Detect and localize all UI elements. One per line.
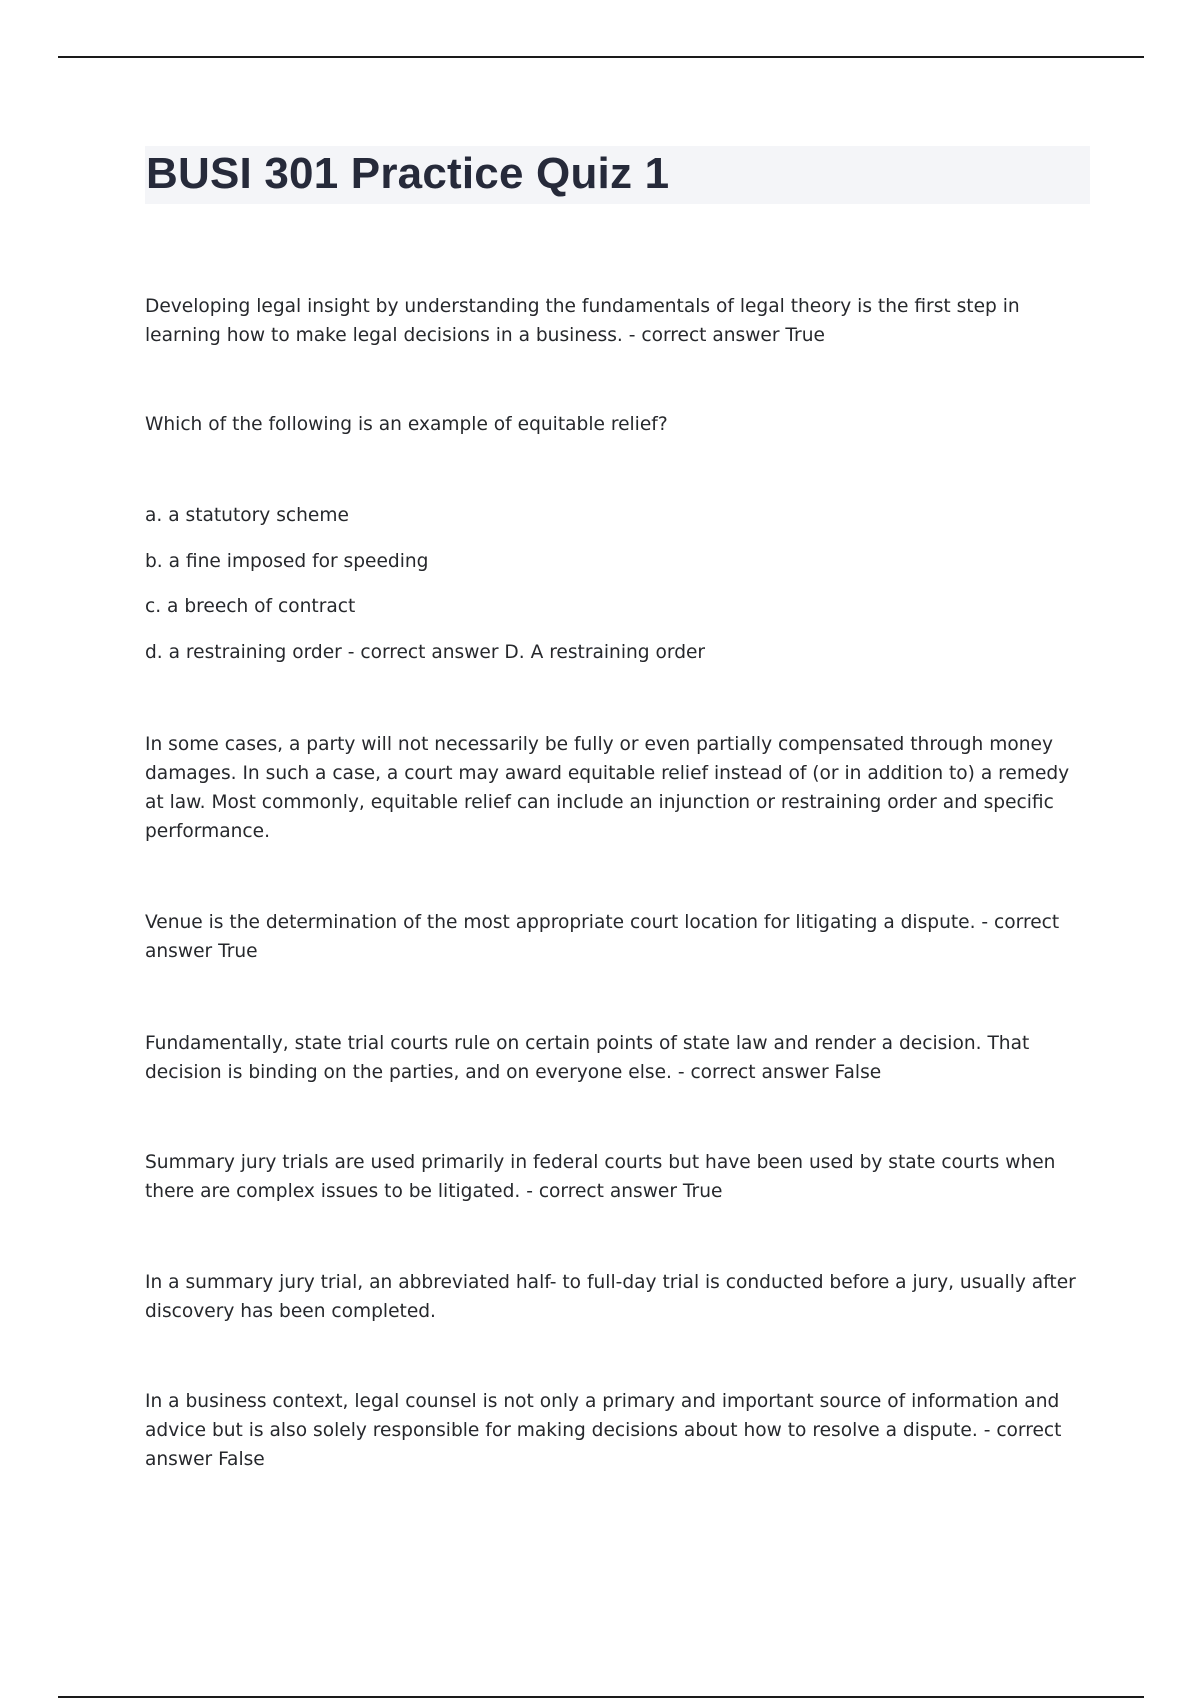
question-2-text: Which of the following is an example of equitable relief? xyxy=(145,414,668,435)
question-6 xyxy=(145,1268,1090,1326)
option-c xyxy=(145,592,1090,621)
question-2 xyxy=(145,410,1090,439)
option-d-text: d. a restraining order - correct answer D. A restraining order xyxy=(145,642,706,663)
page-title: BUSI 301 Practice Quiz 1 xyxy=(146,149,670,198)
question-3 xyxy=(145,908,1090,966)
option-b-text: b. a fine imposed for speeding xyxy=(145,551,429,572)
question-1-text: Developing legal insight by understanding the fundamentals of legal theory is the first step in learning how to make legal decisions in a business. - correct answer True xyxy=(145,296,1020,346)
bottom-rule xyxy=(58,1696,1144,1698)
question-4-text: Fundamentally, state trial courts rule on certain points of state law and render a decision. That decision is binding on the parties, and on everyone else. - correct answer False xyxy=(145,1033,1030,1083)
option-a-text: a. a statutory scheme xyxy=(145,505,349,526)
option-d xyxy=(145,638,1090,667)
top-rule xyxy=(58,56,1144,58)
explanation xyxy=(145,730,1090,846)
question-5 xyxy=(145,1148,1090,1206)
question-5-text: Summary jury trials are used primarily in federal courts but have been used by state courts when there are complex issues to be litigated. - correct answer True xyxy=(145,1152,1056,1202)
question-3-text: Venue is the determination of the most appropriate court location for litigating a dispute. - correct answer True xyxy=(145,912,1060,962)
option-a xyxy=(145,501,1090,530)
explanation-text: In some cases, a party will not necessarily be fully or even partially compensated through money damages. In such a case, a court may award equitable relief instead of (or in addition to) a remedy at law. Most commonly, equitable relief can include an injunction or restraining order and specific performance. xyxy=(145,734,1070,842)
question-7 xyxy=(145,1387,1090,1474)
question-6-text: In a summary jury trial, an abbreviated half- to full-day trial is conducted before a jury, usually after discovery has been completed. xyxy=(145,1272,1076,1322)
question-4 xyxy=(145,1029,1090,1087)
option-b xyxy=(145,547,1090,576)
question-1 xyxy=(145,292,1090,350)
option-c-text: c. a breech of contract xyxy=(145,596,356,617)
question-7-text: In a business context, legal counsel is not only a primary and important source of information and advice but is also solely responsible for making decisions about how to resolve a dispute. - correct answer False xyxy=(145,1391,1062,1470)
